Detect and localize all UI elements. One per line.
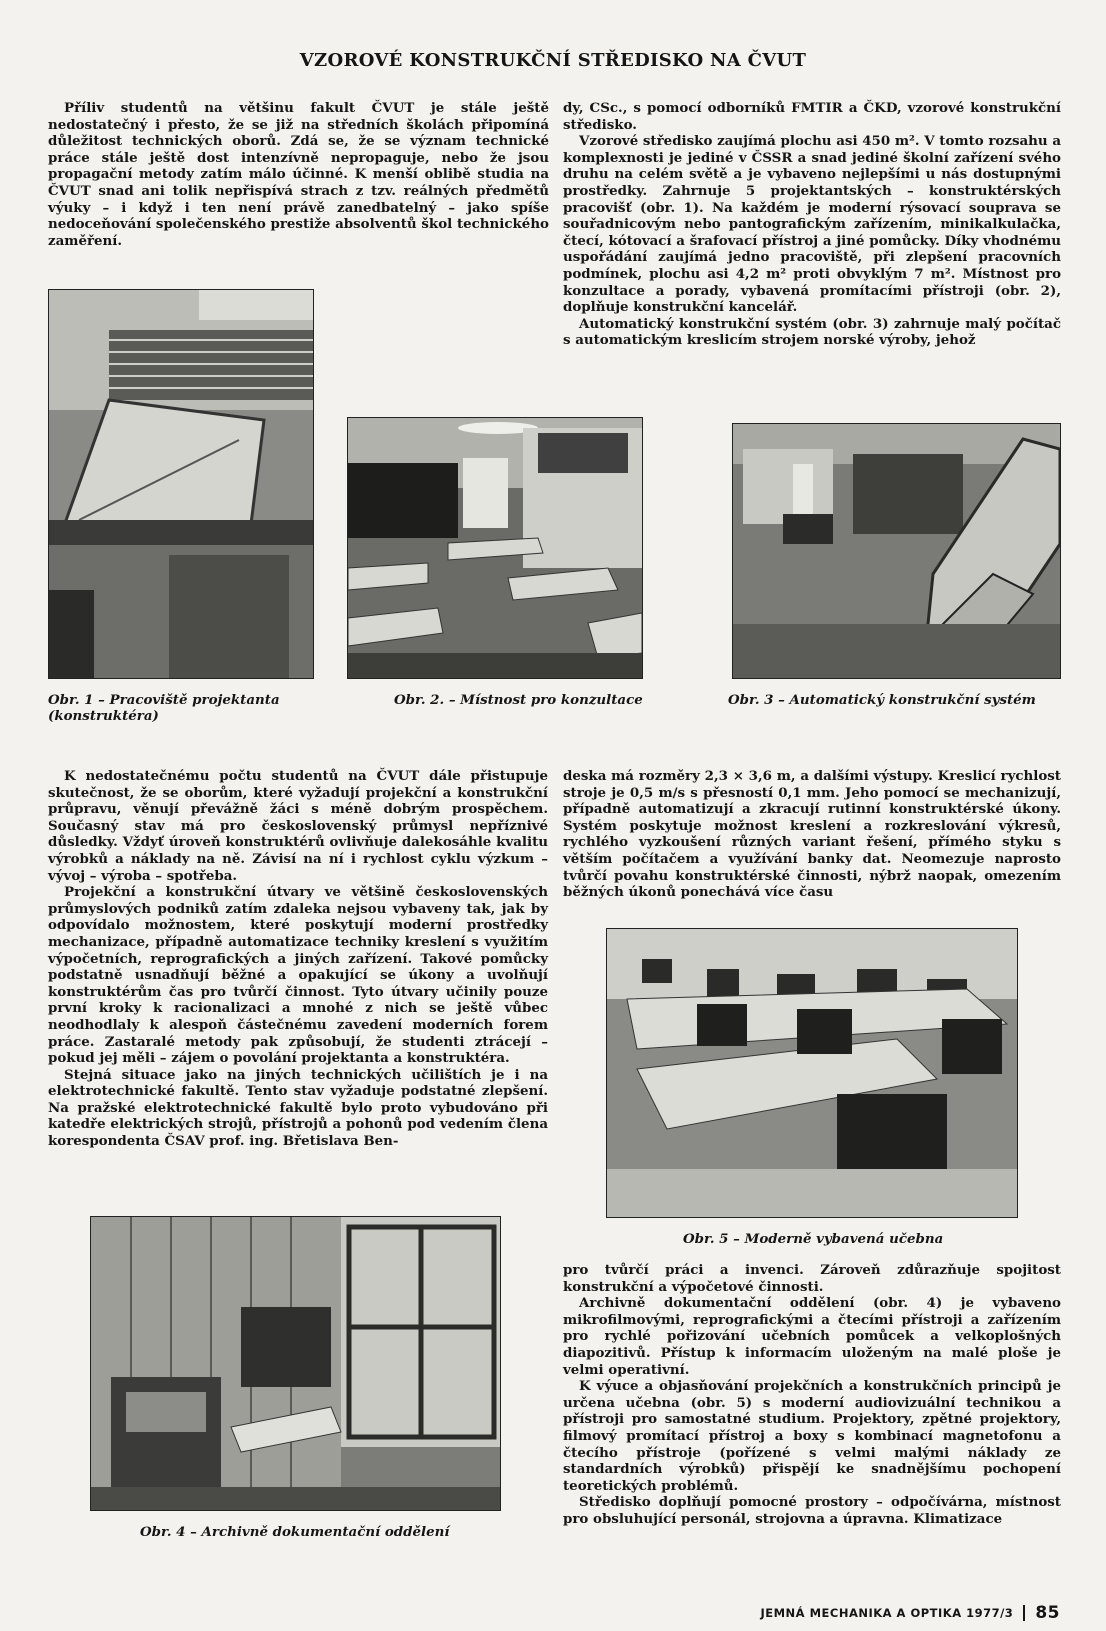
right-bottom-paragraph-4: Středisko doplňují pomocné prostory – odpočívárna, místnost pro obsluhující personál, strojovna a úpravna. Klimatizace bbox=[563, 1494, 1061, 1527]
article-title: VZOROVÉ KONSTRUKČNÍ STŘEDISKO NA ČVUT bbox=[299, 50, 807, 71]
page-number: 85 bbox=[1035, 1603, 1060, 1623]
caption-figure-2: Obr. 2. – Místnost pro konzultace bbox=[394, 692, 643, 708]
figure-2-photo bbox=[347, 417, 643, 679]
figure-1-photo bbox=[48, 289, 314, 679]
intro-column bbox=[48, 100, 549, 249]
left-mid-paragraph-2: Projekční a konstrukční útvary ve většině československých průmyslových podniků zatím zdaleka nejsou vybaveny tak, jak by odpovídalo možnostem, které poskytují moderní prostředky mechanizace, případně automatizace techniky kreslení s využitím výpočetních, reprografických a jiných zařízení. Takové pomůcky podstatně usnadňují běžné a opakující se úkony a uvolňují konstruktérům čas pro tvůrčí činnost. Tyto útvary učinily pouze první kroky k racionalizaci a mnohé z nich se ještě vůbec neodhodlaly k alespoň částečnému zavedení moderních forem práce. Zastaralé metody pak způsobují, že studenti ztrácejí – pokud jej měli – zájem o povolání projektanta a konstruktéra. bbox=[48, 884, 548, 1067]
page-footer bbox=[760, 1603, 1060, 1623]
right-bottom-paragraph-3: K výuce a objasňování projekčních a konstrukčních principů je určena učebna (obr. 5) s moderní audiovizuální technikou a přístroji pro samostatné studium. Projektory, zpětné projektory, filmový promítací přístroj a boxy s kombinací magnetofonu a čtecího přístroje (pořízené s velmi malými náklady ze standardních výrobků) přispějí ke snadnějšímu pochopení teoretických problémů. bbox=[563, 1378, 1061, 1494]
right-top-paragraph-3: Automatický konstrukční systém (obr. 3) zahrnuje malý počítač s automatickým kreslicím strojem norské výroby, jehož bbox=[563, 315, 1061, 349]
caption-figure-1: Obr. 1 – Pracoviště projektanta (konstruktéra) bbox=[48, 692, 280, 724]
right-mid-paragraph-1: deska má rozměry 2,3 × 3,6 m, a dalšími výstupy. Kreslicí rychlost stroje je 0,5 m/s s přesností 0,1 mm. Jeho pomocí se mechanizují, případně automatizují a zkracují rutinní konstruktérské úkony. Systém poskytuje možnost kreslení a rozkreslování výkresů, rychlého vyzkoušení různých variant řešení, přímého styku s větším počítačem a využívání banky dat. Neomezuje naprosto tvůrčí povahu konstruktérské činnosti, nýbrž naopak, omezením běžných úkonů ponechává více času bbox=[563, 768, 1061, 901]
figure-5-photo bbox=[606, 928, 1018, 1218]
right-mid-column bbox=[563, 768, 1061, 901]
right-top-paragraph-2: Vzorové středisko zaujímá plochu asi 450 m². V tomto rozsahu a komplexnosti je jediné v ČSSR a snad jediné školní zařízení svého druhu na celém světě a je vybaveno nejlepšími u nás dostupnými prostředky. Zahrnuje 5 projektantských – konstruktérských pracovišť (obr. 1). Na každém je moderní rýsovací souprava se souřadnicovým nebo pantografickým zařízením, minikalkulačka, čtecí, kótovací a šrafovací přístroj a jiné pomůcky. Díky vhodnému uspořádání zaujímá jedno pracoviště, při zlepšení pracovních podmínek, plochu asi 4,2 m² proti obvyklým 7 m². Místnost pro konzultace a porady, vybavená promítacími přístroji (obr. 2), doplňuje konstrukční kancelář. bbox=[563, 133, 1061, 316]
footer-divider bbox=[1023, 1605, 1025, 1621]
left-mid-column bbox=[48, 768, 548, 1150]
figure-3-photo bbox=[732, 423, 1061, 679]
caption-figure-4: Obr. 4 – Archivně dokumentační oddělení bbox=[140, 1524, 450, 1540]
left-mid-paragraph-1: K nedostatečnému počtu studentů na ČVUT dále přistupuje skutečnost, že se oborům, které vyžadují projekční a konstrukční průpravu, věnují převážně žáci s méně dobrým prospěchem. Současný stav má pro československý průmysl nepříznivé důsledky. Vždyť úroveň konstruktérů ovlivňuje dalekosáhle kvalitu výrobků a náklady na ně. Závisí na ní i rychlost cyklu výzkum – vývoj – výroba – spotřeba. bbox=[48, 768, 548, 884]
right-top-column bbox=[563, 100, 1061, 349]
intro-paragraph: Příliv studentů na většinu fakult ČVUT je stále ještě nedostatečný i přesto, že se již na středních školách připomíná důležitost technických oborů. Zdá se, že se význam technické práce stále ještě dost intenzívně nepropaguje, nebo že jsou propagační metody zatím málo účinné. K menší oblibě studia na ČVUT snad ani tolik nepřispívá strach z tzv. reálných předmětů výuky – i když i ten není právě zanedbatelný – jako spíše nedoceňování společenského prestiže absolventů škol technického zaměření. bbox=[48, 100, 549, 249]
caption-figure-3: Obr. 3 – Automatický konstrukční systém bbox=[728, 692, 1036, 708]
right-bottom-column bbox=[563, 1262, 1061, 1528]
right-bottom-paragraph-1: pro tvůrčí práci a invenci. Zároveň zdůrazňuje spojitost konstrukční a výpočetové činnosti. bbox=[563, 1262, 1061, 1295]
caption-figure-5: Obr. 5 – Moderně vybavená učebna bbox=[683, 1231, 944, 1247]
figure-4-photo bbox=[90, 1216, 501, 1511]
left-mid-paragraph-3: Stejná situace jako na jiných technických učilištích je i na elektrotechnické fakultě. Tento stav vyžaduje podstatné zlepšení. Na pražské elektrotechnické fakultě bylo proto vybudováno při katedře elektrických strojů, přístrojů a pohonů pod vedením člena korespondenta ČSAV prof. ing. Břetislava Ben- bbox=[48, 1066, 548, 1150]
journal-name: JEMNÁ MECHANIKA A OPTIKA 1977/3 bbox=[760, 1606, 1014, 1620]
right-bottom-paragraph-2: Archivně dokumentační oddělení (obr. 4) je vybaveno mikrofilmovými, reprografickými a čtecími přístroji a zařízením pro rychlé pořizování učebních pomůcek a velkoplošných diapozitivů. Přístup k informacím uloženým na malé ploše je velmi operativní. bbox=[563, 1295, 1061, 1378]
right-top-paragraph-1: dy, CSc., s pomocí odborníků FMTIR a ČKD, vzorové konstrukční středisko. bbox=[563, 100, 1061, 133]
